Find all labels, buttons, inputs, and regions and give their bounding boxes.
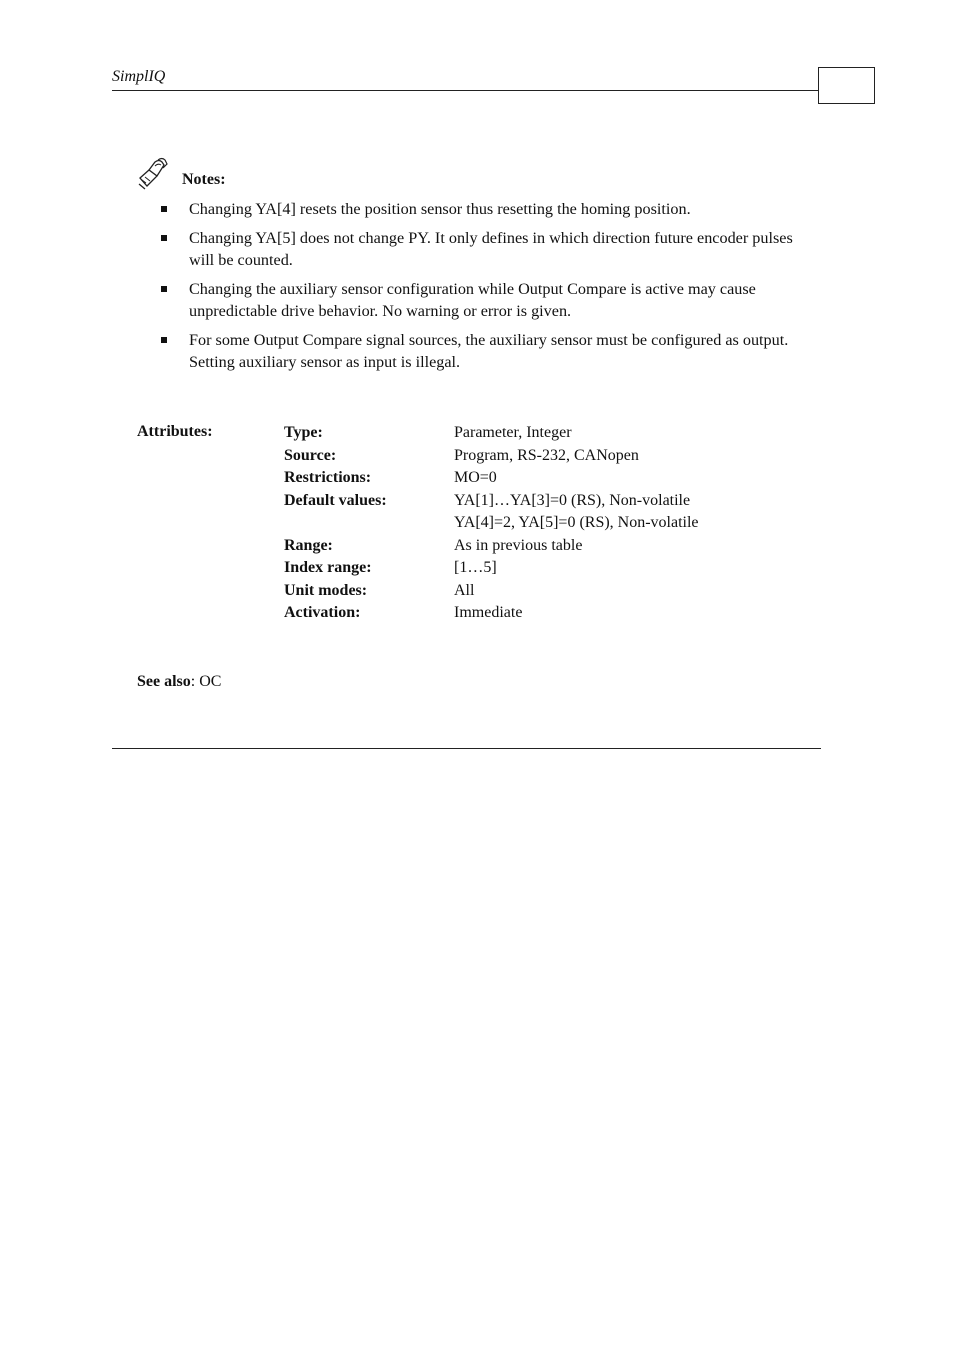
attribute-name: Type:: [284, 424, 323, 441]
see-also: [137, 673, 221, 691]
table-row: [284, 467, 699, 490]
see-also-value: : OC: [190, 673, 222, 690]
attribute-value: As in previous table: [454, 536, 583, 554]
bullet-icon: [161, 337, 167, 343]
page-number-box: [818, 67, 875, 104]
attributes-table: [284, 422, 699, 625]
note-writing-hand-icon: [137, 156, 171, 190]
table-row: [284, 422, 699, 445]
table-row: [284, 602, 699, 625]
attribute-value: All: [454, 581, 475, 599]
table-row: [284, 580, 699, 603]
table-row: [284, 512, 699, 535]
bullet-icon: [161, 235, 167, 241]
table-row: [284, 535, 699, 558]
attribute-name: Index range:: [284, 559, 372, 576]
attribute-name: [284, 512, 454, 535]
table-row: [284, 445, 699, 468]
list-item: [160, 329, 820, 374]
attribute-name: Unit modes:: [284, 581, 368, 599]
see-also-label: See also: [137, 673, 191, 690]
attribute-name: Default values:: [284, 491, 387, 509]
running-header-title: SimplIQ: [112, 68, 166, 85]
table-row: [284, 557, 699, 580]
attributes-label: Attributes:: [137, 423, 213, 440]
attribute-value: MO=0: [454, 469, 497, 486]
attribute-value: YA[4]=2, YA[5]=0 (RS), Non-volatile: [454, 514, 699, 531]
bullet-icon: [161, 206, 167, 212]
footer-rule: [112, 748, 821, 749]
header-rule: [112, 90, 819, 91]
notes-heading: Notes:: [182, 171, 226, 188]
list-item: [160, 227, 820, 272]
notes-list: [160, 198, 820, 380]
attribute-value: Immediate: [454, 604, 523, 621]
list-item: [160, 198, 820, 221]
list-item: [160, 278, 820, 323]
attribute-value: Program, RS-232, CANopen: [454, 446, 639, 464]
attribute-name: Activation:: [284, 604, 361, 621]
attribute-value: YA[1]…YA[3]=0 (RS), Non-volatile: [454, 491, 691, 509]
attribute-name: Range:: [284, 536, 333, 554]
attribute-value: [1…5]: [454, 559, 497, 576]
table-row: [284, 490, 699, 513]
note-text: Changing YA[4] resets the position sensor thus resetting the homing position.: [189, 200, 691, 218]
note-text: Changing the auxiliary sensor configuration while Output Compare is active may cause unpredictable drive behavior. No warning or error is given.: [189, 279, 756, 320]
note-text: Changing YA[5] does not change PY. It only defines in which direction future encoder pulses will be counted.: [189, 228, 793, 269]
attribute-name: Source:: [284, 446, 337, 464]
note-text: For some Output Compare signal sources, the auxiliary sensor must be configured as output. Setting auxiliary sensor as input is illegal.: [189, 330, 789, 371]
attribute-name: Restrictions:: [284, 469, 372, 486]
bullet-icon: [161, 286, 167, 292]
attribute-value: Parameter, Integer: [454, 424, 572, 441]
